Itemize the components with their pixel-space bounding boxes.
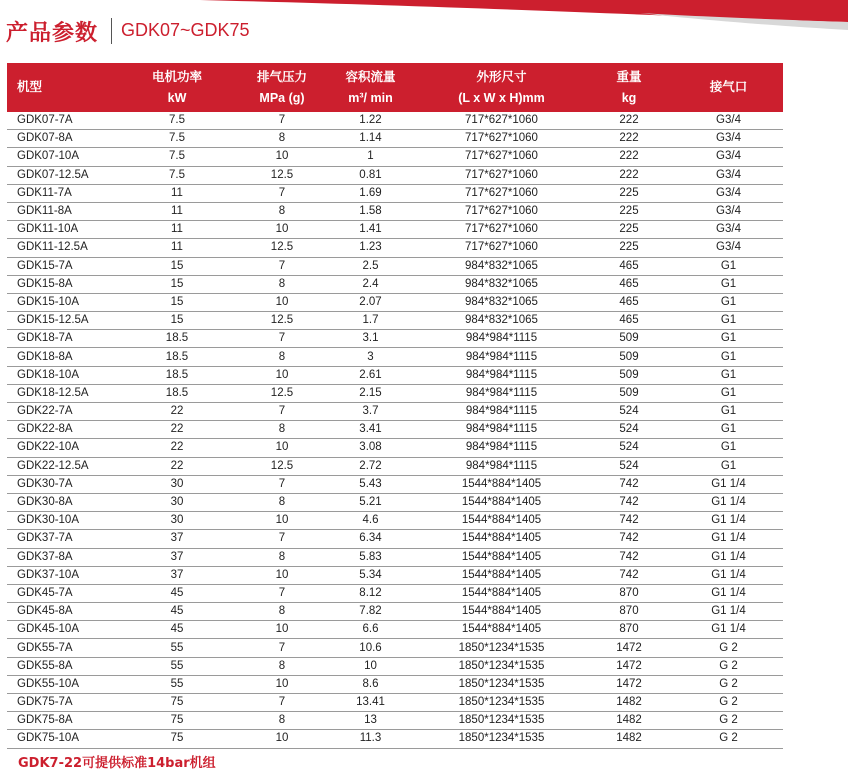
footnote: GDK7-22可提供标准14bar机组: [18, 756, 216, 771]
cell-outlet: G1: [674, 257, 783, 275]
table-row: [7, 202, 783, 220]
cell-model: GDK18-10A: [7, 366, 112, 384]
cell-dimensions: 1850*1234*1535: [419, 675, 584, 693]
cell-motor-power: 30: [112, 475, 242, 493]
cell-dimensions: 984*984*1115: [419, 384, 584, 402]
cell-model: GDK45-8A: [7, 603, 112, 621]
cell-motor-power: 45: [112, 584, 242, 602]
cell-dimensions: 1850*1234*1535: [419, 712, 584, 730]
cell-outlet: G1 1/4: [674, 621, 783, 639]
cell-pressure: 7: [242, 639, 322, 657]
cell-motor-power: 45: [112, 603, 242, 621]
cell-motor-power: 37: [112, 548, 242, 566]
cell-dimensions: 984*832*1065: [419, 293, 584, 311]
cell-flow: 5.83: [322, 548, 419, 566]
table-row: [7, 512, 783, 530]
page-title: 产品参数: [6, 21, 99, 46]
table-row: [7, 257, 783, 275]
cell-model: GDK15-12.5A: [7, 312, 112, 330]
cell-motor-power: 75: [112, 730, 242, 748]
cell-dimensions: 1544*884*1405: [419, 475, 584, 493]
cell-flow: 13: [322, 712, 419, 730]
col-header-model: 机型: [17, 80, 43, 94]
table-row: [7, 239, 783, 257]
cell-weight: 225: [584, 202, 674, 220]
cell-dimensions: 1544*884*1405: [419, 530, 584, 548]
cell-weight: 222: [584, 130, 674, 148]
cell-weight: 225: [584, 239, 674, 257]
cell-pressure: 8: [242, 603, 322, 621]
cell-weight: 509: [584, 348, 674, 366]
cell-model: GDK55-7A: [7, 639, 112, 657]
table-row: [7, 312, 783, 330]
cell-outlet: G 2: [674, 657, 783, 675]
cell-weight: 742: [584, 548, 674, 566]
cell-flow: 10: [322, 657, 419, 675]
cell-motor-power: 15: [112, 275, 242, 293]
cell-pressure: 7: [242, 184, 322, 202]
title-divider: [111, 18, 112, 44]
cell-dimensions: 1544*884*1405: [419, 603, 584, 621]
cell-flow: 8.6: [322, 675, 419, 693]
cell-pressure: 12.5: [242, 239, 322, 257]
cell-weight: 524: [584, 403, 674, 421]
cell-dimensions: 984*832*1065: [419, 275, 584, 293]
cell-motor-power: 37: [112, 566, 242, 584]
cell-flow: 3.08: [322, 439, 419, 457]
cell-motor-power: 30: [112, 512, 242, 530]
table-row: [7, 366, 783, 384]
table-row: [7, 730, 783, 748]
cell-motor-power: 22: [112, 421, 242, 439]
cell-model: GDK18-8A: [7, 348, 112, 366]
table-row: [7, 712, 783, 730]
cell-flow: 1.69: [322, 184, 419, 202]
cell-dimensions: 984*984*1115: [419, 439, 584, 457]
cell-outlet: G 2: [674, 639, 783, 657]
cell-pressure: 10: [242, 675, 322, 693]
cell-model: GDK11-7A: [7, 184, 112, 202]
cell-dimensions: 717*627*1060: [419, 221, 584, 239]
cell-pressure: 7: [242, 112, 322, 130]
cell-outlet: G3/4: [674, 202, 783, 220]
cell-dimensions: 1544*884*1405: [419, 512, 584, 530]
table-row: [7, 584, 783, 602]
cell-pressure: 8: [242, 421, 322, 439]
cell-motor-power: 7.5: [112, 130, 242, 148]
cell-flow: 6.6: [322, 621, 419, 639]
cell-outlet: G3/4: [674, 184, 783, 202]
cell-flow: 0.81: [322, 166, 419, 184]
table-row: [7, 421, 783, 439]
table-row: [7, 657, 783, 675]
cell-outlet: G3/4: [674, 166, 783, 184]
table-row: [7, 439, 783, 457]
col-header-motor-power: 电机功率 kW: [151, 69, 202, 105]
cell-weight: 509: [584, 330, 674, 348]
cell-model: GDK11-8A: [7, 202, 112, 220]
cell-dimensions: 1544*884*1405: [419, 548, 584, 566]
cell-weight: 524: [584, 439, 674, 457]
cell-weight: 870: [584, 584, 674, 602]
cell-outlet: G1: [674, 421, 783, 439]
cell-outlet: G1 1/4: [674, 584, 783, 602]
cell-dimensions: 984*832*1065: [419, 257, 584, 275]
cell-dimensions: 717*627*1060: [419, 202, 584, 220]
table-row: [7, 166, 783, 184]
cell-motor-power: 18.5: [112, 330, 242, 348]
cell-model: GDK07-8A: [7, 130, 112, 148]
table-row: [7, 603, 783, 621]
cell-model: GDK07-7A: [7, 112, 112, 130]
cell-flow: 2.5: [322, 257, 419, 275]
cell-pressure: 8: [242, 202, 322, 220]
cell-pressure: 10: [242, 439, 322, 457]
cell-dimensions: 1544*884*1405: [419, 566, 584, 584]
cell-model: GDK22-12.5A: [7, 457, 112, 475]
cell-model: GDK07-10A: [7, 148, 112, 166]
cell-outlet: G1: [674, 384, 783, 402]
cell-weight: 1482: [584, 730, 674, 748]
cell-flow: 6.34: [322, 530, 419, 548]
cell-motor-power: 11: [112, 184, 242, 202]
cell-pressure: 8: [242, 657, 322, 675]
cell-weight: 742: [584, 493, 674, 511]
cell-weight: 465: [584, 312, 674, 330]
cell-flow: 7.82: [322, 603, 419, 621]
cell-outlet: G3/4: [674, 239, 783, 257]
cell-outlet: G1 1/4: [674, 493, 783, 511]
cell-flow: 1.14: [322, 130, 419, 148]
cell-flow: 2.07: [322, 293, 419, 311]
cell-weight: 509: [584, 384, 674, 402]
cell-model: GDK30-8A: [7, 493, 112, 511]
cell-model: GDK11-12.5A: [7, 239, 112, 257]
cell-outlet: G1: [674, 457, 783, 475]
table-body: [7, 112, 783, 748]
cell-model: GDK15-7A: [7, 257, 112, 275]
cell-flow: 4.6: [322, 512, 419, 530]
cell-outlet: G3/4: [674, 221, 783, 239]
cell-pressure: 8: [242, 275, 322, 293]
table-row: [7, 675, 783, 693]
cell-model: GDK15-8A: [7, 275, 112, 293]
cell-outlet: G1: [674, 366, 783, 384]
col-header-dimensions: 外形尺寸 (L x W x H)mm: [458, 69, 545, 105]
cell-flow: 1.22: [322, 112, 419, 130]
cell-dimensions: 984*984*1115: [419, 421, 584, 439]
cell-pressure: 8: [242, 712, 322, 730]
cell-flow: 5.43: [322, 475, 419, 493]
cell-weight: 1482: [584, 694, 674, 712]
col-header-weight: 重量 kg: [616, 69, 642, 105]
table-row: [7, 148, 783, 166]
cell-dimensions: 984*832*1065: [419, 312, 584, 330]
cell-pressure: 8: [242, 130, 322, 148]
table-row: [7, 293, 783, 311]
cell-outlet: G1 1/4: [674, 603, 783, 621]
cell-pressure: 12.5: [242, 312, 322, 330]
model-range-subtitle: GDK07~GDK75: [121, 20, 250, 40]
cell-model: GDK30-10A: [7, 512, 112, 530]
cell-flow: 3.1: [322, 330, 419, 348]
cell-pressure: 10: [242, 148, 322, 166]
cell-flow: 2.61: [322, 366, 419, 384]
table-row: [7, 348, 783, 366]
cell-outlet: G1: [674, 330, 783, 348]
cell-dimensions: 1850*1234*1535: [419, 694, 584, 712]
cell-motor-power: 22: [112, 439, 242, 457]
cell-motor-power: 7.5: [112, 148, 242, 166]
cell-model: GDK22-8A: [7, 421, 112, 439]
table-row: [7, 530, 783, 548]
table-row: [7, 548, 783, 566]
cell-motor-power: 22: [112, 457, 242, 475]
cell-pressure: 10: [242, 621, 322, 639]
table-row: [7, 112, 783, 130]
cell-pressure: 10: [242, 221, 322, 239]
cell-weight: 1472: [584, 657, 674, 675]
cell-motor-power: 15: [112, 293, 242, 311]
cell-weight: 870: [584, 603, 674, 621]
cell-pressure: 7: [242, 694, 322, 712]
cell-dimensions: 717*627*1060: [419, 239, 584, 257]
cell-pressure: 12.5: [242, 457, 322, 475]
cell-dimensions: 1850*1234*1535: [419, 730, 584, 748]
table-row: [7, 639, 783, 657]
cell-dimensions: 717*627*1060: [419, 112, 584, 130]
cell-model: GDK75-7A: [7, 694, 112, 712]
cell-model: GDK30-7A: [7, 475, 112, 493]
cell-dimensions: 1544*884*1405: [419, 493, 584, 511]
table-row: [7, 221, 783, 239]
cell-weight: 1472: [584, 639, 674, 657]
cell-outlet: G1: [674, 439, 783, 457]
cell-outlet: G1 1/4: [674, 512, 783, 530]
cell-dimensions: 984*984*1115: [419, 366, 584, 384]
cell-motor-power: 55: [112, 675, 242, 693]
cell-weight: 465: [584, 293, 674, 311]
cell-pressure: 8: [242, 548, 322, 566]
cell-model: GDK11-10A: [7, 221, 112, 239]
cell-motor-power: 11: [112, 202, 242, 220]
cell-pressure: 8: [242, 348, 322, 366]
cell-pressure: 10: [242, 366, 322, 384]
cell-motor-power: 7.5: [112, 166, 242, 184]
cell-weight: 222: [584, 166, 674, 184]
cell-weight: 465: [584, 257, 674, 275]
cell-model: GDK37-8A: [7, 548, 112, 566]
cell-flow: 3.7: [322, 403, 419, 421]
cell-outlet: G 2: [674, 694, 783, 712]
cell-model: GDK07-12.5A: [7, 166, 112, 184]
cell-motor-power: 75: [112, 712, 242, 730]
cell-motor-power: 18.5: [112, 348, 242, 366]
table-row: [7, 184, 783, 202]
table-row: [7, 130, 783, 148]
cell-flow: 3.41: [322, 421, 419, 439]
cell-weight: 870: [584, 621, 674, 639]
cell-weight: 222: [584, 148, 674, 166]
table-row: [7, 566, 783, 584]
cell-outlet: G1: [674, 403, 783, 421]
cell-flow: 2.15: [322, 384, 419, 402]
specs-table: [7, 63, 783, 749]
cell-flow: 5.21: [322, 493, 419, 511]
cell-motor-power: 11: [112, 221, 242, 239]
cell-dimensions: 984*984*1115: [419, 403, 584, 421]
cell-model: GDK22-10A: [7, 439, 112, 457]
table-row: [7, 694, 783, 712]
cell-outlet: G 2: [674, 712, 783, 730]
cell-dimensions: 984*984*1115: [419, 457, 584, 475]
cell-model: GDK55-10A: [7, 675, 112, 693]
col-header-pressure: 排气压力 MPa (g): [256, 69, 307, 105]
cell-motor-power: 15: [112, 257, 242, 275]
cell-pressure: 8: [242, 493, 322, 511]
cell-flow: 1.23: [322, 239, 419, 257]
cell-weight: 225: [584, 221, 674, 239]
table-row: [7, 475, 783, 493]
cell-weight: 524: [584, 421, 674, 439]
cell-motor-power: 75: [112, 694, 242, 712]
cell-motor-power: 22: [112, 403, 242, 421]
cell-model: GDK37-7A: [7, 530, 112, 548]
cell-model: GDK18-7A: [7, 330, 112, 348]
cell-motor-power: 30: [112, 493, 242, 511]
cell-weight: 742: [584, 475, 674, 493]
cell-pressure: 7: [242, 584, 322, 602]
cell-pressure: 7: [242, 257, 322, 275]
cell-dimensions: 984*984*1115: [419, 348, 584, 366]
cell-model: GDK75-10A: [7, 730, 112, 748]
cell-weight: 1482: [584, 712, 674, 730]
cell-model: GDK37-10A: [7, 566, 112, 584]
table-row: [7, 275, 783, 293]
cell-motor-power: 55: [112, 657, 242, 675]
table-row: [7, 493, 783, 511]
cell-flow: 3: [322, 348, 419, 366]
cell-dimensions: 717*627*1060: [419, 166, 584, 184]
cell-motor-power: 7.5: [112, 112, 242, 130]
cell-dimensions: 717*627*1060: [419, 130, 584, 148]
cell-model: GDK22-7A: [7, 403, 112, 421]
cell-flow: 8.12: [322, 584, 419, 602]
cell-flow: 1.41: [322, 221, 419, 239]
cell-pressure: 10: [242, 293, 322, 311]
cell-outlet: G1 1/4: [674, 475, 783, 493]
cell-motor-power: 15: [112, 312, 242, 330]
cell-outlet: G1: [674, 312, 783, 330]
cell-pressure: 12.5: [242, 166, 322, 184]
cell-outlet: G1: [674, 275, 783, 293]
cell-weight: 742: [584, 512, 674, 530]
cell-dimensions: 1544*884*1405: [419, 584, 584, 602]
cell-outlet: G 2: [674, 675, 783, 693]
cell-dimensions: 984*984*1115: [419, 330, 584, 348]
cell-motor-power: 18.5: [112, 384, 242, 402]
table-header-row: [7, 63, 783, 112]
cell-pressure: 12.5: [242, 384, 322, 402]
cell-model: GDK45-7A: [7, 584, 112, 602]
cell-outlet: G1: [674, 293, 783, 311]
table-row: [7, 330, 783, 348]
cell-pressure: 7: [242, 475, 322, 493]
cell-weight: 509: [584, 366, 674, 384]
cell-weight: 1472: [584, 675, 674, 693]
cell-pressure: 10: [242, 512, 322, 530]
cell-outlet: G3/4: [674, 148, 783, 166]
table-row: [7, 621, 783, 639]
cell-dimensions: 717*627*1060: [419, 184, 584, 202]
cell-model: GDK75-8A: [7, 712, 112, 730]
cell-outlet: G 2: [674, 730, 783, 748]
cell-motor-power: 18.5: [112, 366, 242, 384]
cell-model: GDK15-10A: [7, 293, 112, 311]
cell-flow: 1.7: [322, 312, 419, 330]
table-row: [7, 403, 783, 421]
table-row: [7, 384, 783, 402]
cell-dimensions: 1544*884*1405: [419, 621, 584, 639]
cell-flow: 5.34: [322, 566, 419, 584]
cell-weight: 465: [584, 275, 674, 293]
cell-weight: 524: [584, 457, 674, 475]
cell-dimensions: 1850*1234*1535: [419, 657, 584, 675]
cell-outlet: G1: [674, 348, 783, 366]
cell-flow: 2.4: [322, 275, 419, 293]
cell-outlet: G1 1/4: [674, 530, 783, 548]
cell-weight: 742: [584, 530, 674, 548]
col-header-flow: 容积流量 m³/ min: [345, 69, 396, 105]
cell-weight: 222: [584, 112, 674, 130]
cell-outlet: G1 1/4: [674, 548, 783, 566]
cell-weight: 742: [584, 566, 674, 584]
cell-dimensions: 717*627*1060: [419, 148, 584, 166]
page-header: [0, 0, 848, 60]
cell-model: GDK45-10A: [7, 621, 112, 639]
cell-flow: 2.72: [322, 457, 419, 475]
cell-pressure: 10: [242, 730, 322, 748]
cell-dimensions: 1850*1234*1535: [419, 639, 584, 657]
cell-weight: 225: [584, 184, 674, 202]
cell-motor-power: 11: [112, 239, 242, 257]
cell-outlet: G3/4: [674, 112, 783, 130]
cell-flow: 10.6: [322, 639, 419, 657]
cell-pressure: 7: [242, 530, 322, 548]
cell-pressure: 7: [242, 330, 322, 348]
cell-flow: 13.41: [322, 694, 419, 712]
cell-model: GDK55-8A: [7, 657, 112, 675]
table-row: [7, 457, 783, 475]
cell-pressure: 10: [242, 566, 322, 584]
cell-pressure: 7: [242, 403, 322, 421]
cell-motor-power: 37: [112, 530, 242, 548]
cell-outlet: G1 1/4: [674, 566, 783, 584]
cell-flow: 11.3: [322, 730, 419, 748]
cell-flow: 1.58: [322, 202, 419, 220]
cell-motor-power: 55: [112, 639, 242, 657]
col-header-outlet: 接气口: [709, 80, 748, 94]
cell-motor-power: 45: [112, 621, 242, 639]
cell-flow: 1: [322, 148, 419, 166]
cell-model: GDK18-12.5A: [7, 384, 112, 402]
cell-outlet: G3/4: [674, 130, 783, 148]
